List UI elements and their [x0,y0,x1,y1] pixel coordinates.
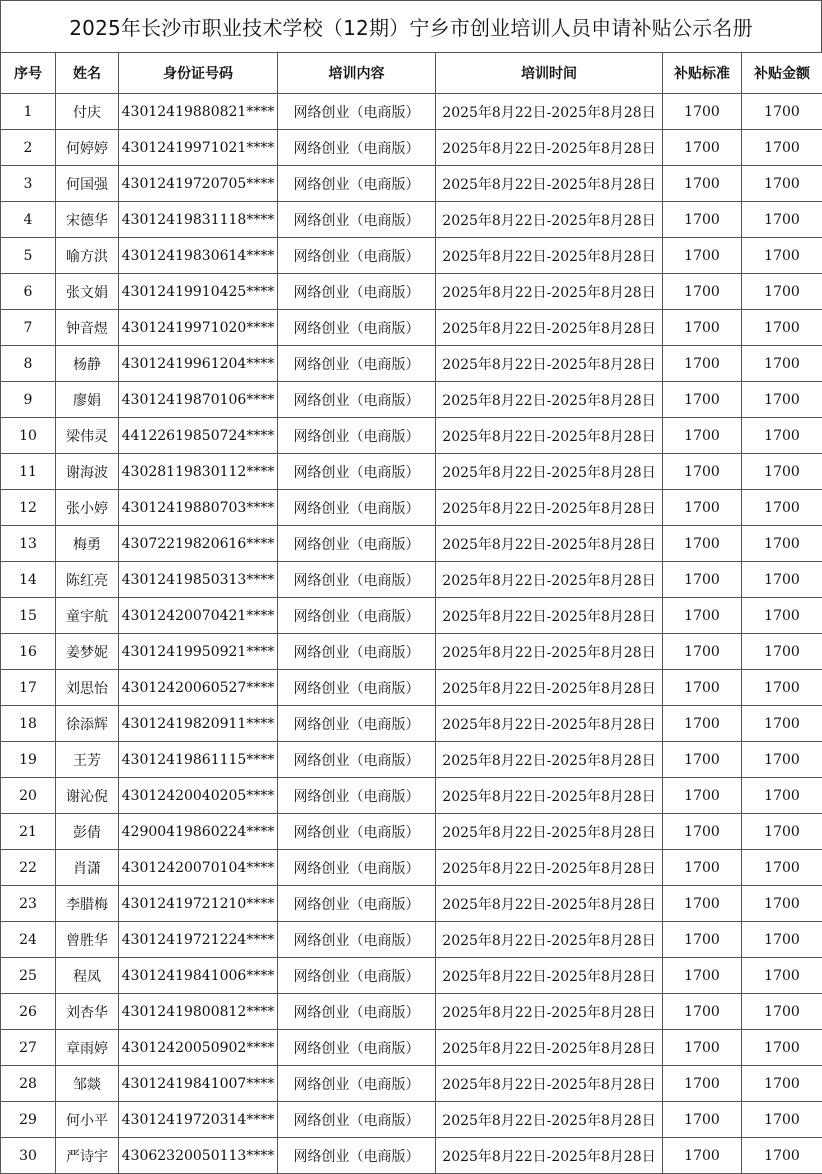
cell-name: 何小平 [56,1102,119,1138]
cell-subsidy-standard: 1700 [663,130,742,166]
cell-subsidy-standard: 1700 [663,454,742,490]
header-subsidy-standard: 补贴标准 [663,53,742,94]
cell-subsidy-standard: 1700 [663,670,742,706]
cell-subsidy-standard: 1700 [663,274,742,310]
cell-serial: 24 [1,922,56,958]
cell-name: 张小婷 [56,490,119,526]
cell-id-number: 43012419720314**** [119,1102,278,1138]
cell-training-time: 2025年8月22日-2025年8月28日 [436,310,663,346]
cell-training-time: 2025年8月22日-2025年8月28日 [436,778,663,814]
cell-subsidy-amount: 1700 [742,274,822,310]
cell-training-time: 2025年8月22日-2025年8月28日 [436,202,663,238]
cell-subsidy-standard: 1700 [663,1030,742,1066]
cell-training-content: 网络创业（电商版） [278,994,436,1030]
table-row [1,202,822,238]
cell-subsidy-standard: 1700 [663,958,742,994]
cell-training-content: 网络创业（电商版） [278,274,436,310]
cell-name: 宋德华 [56,202,119,238]
cell-serial: 20 [1,778,56,814]
table-row [1,778,822,814]
cell-training-time: 2025年8月22日-2025年8月28日 [436,1030,663,1066]
cell-id-number: 43028119830112**** [119,454,278,490]
table-row [1,166,822,202]
cell-training-time: 2025年8月22日-2025年8月28日 [436,958,663,994]
cell-serial: 26 [1,994,56,1030]
cell-training-content: 网络创业（电商版） [278,562,436,598]
cell-subsidy-standard: 1700 [663,310,742,346]
table-row [1,310,822,346]
table-row [1,598,822,634]
cell-training-content: 网络创业（电商版） [278,1102,436,1138]
cell-serial: 17 [1,670,56,706]
cell-training-time: 2025年8月22日-2025年8月28日 [436,454,663,490]
cell-subsidy-standard: 1700 [663,418,742,454]
header-training-content: 培训内容 [278,53,436,94]
cell-subsidy-amount: 1700 [742,634,822,670]
table-row [1,1138,822,1174]
cell-id-number: 43012419721210**** [119,886,278,922]
cell-id-number: 43012419721224**** [119,922,278,958]
table-row [1,94,822,130]
cell-id-number: 43012419971021**** [119,130,278,166]
cell-serial: 18 [1,706,56,742]
cell-serial: 25 [1,958,56,994]
cell-id-number: 43012420070421**** [119,598,278,634]
cell-name: 喻方洪 [56,238,119,274]
table-row [1,238,822,274]
cell-training-content: 网络创业（电商版） [278,742,436,778]
table-row [1,346,822,382]
cell-subsidy-standard: 1700 [663,922,742,958]
cell-id-number: 43012419870106**** [119,382,278,418]
cell-subsidy-amount: 1700 [742,526,822,562]
cell-training-content: 网络创业（电商版） [278,886,436,922]
cell-subsidy-amount: 1700 [742,1030,822,1066]
cell-training-time: 2025年8月22日-2025年8月28日 [436,274,663,310]
cell-subsidy-standard: 1700 [663,634,742,670]
cell-subsidy-standard: 1700 [663,346,742,382]
cell-training-time: 2025年8月22日-2025年8月28日 [436,166,663,202]
cell-subsidy-amount: 1700 [742,814,822,850]
cell-subsidy-amount: 1700 [742,922,822,958]
cell-subsidy-standard: 1700 [663,1138,742,1174]
table-row [1,454,822,490]
cell-training-content: 网络创业（电商版） [278,202,436,238]
cell-name: 王芳 [56,742,119,778]
table-header-row [1,53,822,94]
cell-id-number: 43012419720705**** [119,166,278,202]
table-row [1,634,822,670]
cell-serial: 16 [1,634,56,670]
table-row [1,1102,822,1138]
cell-subsidy-amount: 1700 [742,1066,822,1102]
table-row [1,958,822,994]
cell-training-time: 2025年8月22日-2025年8月28日 [436,238,663,274]
cell-subsidy-amount: 1700 [742,166,822,202]
cell-id-number: 43012419950921**** [119,634,278,670]
table-row [1,850,822,886]
cell-training-time: 2025年8月22日-2025年8月28日 [436,130,663,166]
cell-serial: 22 [1,850,56,886]
cell-id-number: 43012420060527**** [119,670,278,706]
cell-subsidy-standard: 1700 [663,814,742,850]
cell-subsidy-standard: 1700 [663,1066,742,1102]
table-row [1,1030,822,1066]
cell-serial: 30 [1,1138,56,1174]
cell-subsidy-amount: 1700 [742,670,822,706]
cell-training-content: 网络创业（电商版） [278,1066,436,1102]
table-row [1,742,822,778]
cell-training-time: 2025年8月22日-2025年8月28日 [436,670,663,706]
cell-subsidy-standard: 1700 [663,238,742,274]
cell-name: 谢沁倪 [56,778,119,814]
cell-training-content: 网络创业（电商版） [278,670,436,706]
table-row [1,418,822,454]
cell-training-time: 2025年8月22日-2025年8月28日 [436,742,663,778]
cell-subsidy-amount: 1700 [742,1138,822,1174]
cell-id-number: 44122619850724**** [119,418,278,454]
cell-name: 肖潇 [56,850,119,886]
cell-training-content: 网络创业（电商版） [278,130,436,166]
cell-subsidy-amount: 1700 [742,382,822,418]
table-row [1,562,822,598]
cell-subsidy-amount: 1700 [742,886,822,922]
cell-training-time: 2025年8月22日-2025年8月28日 [436,814,663,850]
cell-training-time: 2025年8月22日-2025年8月28日 [436,850,663,886]
cell-training-content: 网络创业（电商版） [278,346,436,382]
cell-training-time: 2025年8月22日-2025年8月28日 [436,490,663,526]
cell-serial: 7 [1,310,56,346]
cell-serial: 10 [1,418,56,454]
cell-training-time: 2025年8月22日-2025年8月28日 [436,886,663,922]
cell-serial: 13 [1,526,56,562]
cell-training-content: 网络创业（电商版） [278,850,436,886]
cell-id-number: 43012419861115**** [119,742,278,778]
cell-name: 彭倩 [56,814,119,850]
subsidy-roster-table [0,52,822,1174]
cell-subsidy-amount: 1700 [742,310,822,346]
table-body [1,94,822,1174]
cell-subsidy-standard: 1700 [663,562,742,598]
cell-name: 杨静 [56,346,119,382]
cell-subsidy-amount: 1700 [742,418,822,454]
cell-subsidy-standard: 1700 [663,1102,742,1138]
cell-training-content: 网络创业（电商版） [278,598,436,634]
cell-subsidy-standard: 1700 [663,778,742,814]
cell-serial: 23 [1,886,56,922]
cell-training-content: 网络创业（电商版） [278,1030,436,1066]
cell-subsidy-standard: 1700 [663,526,742,562]
cell-subsidy-standard: 1700 [663,94,742,130]
cell-name: 徐添辉 [56,706,119,742]
cell-name: 张文娟 [56,274,119,310]
cell-training-content: 网络创业（电商版） [278,454,436,490]
cell-training-content: 网络创业（电商版） [278,706,436,742]
cell-id-number: 43012419971020**** [119,310,278,346]
header-subsidy-amount: 补贴金额 [742,53,822,94]
cell-subsidy-standard: 1700 [663,706,742,742]
header-training-time: 培训时间 [436,53,663,94]
cell-serial: 15 [1,598,56,634]
cell-subsidy-amount: 1700 [742,598,822,634]
cell-training-time: 2025年8月22日-2025年8月28日 [436,634,663,670]
table-row [1,886,822,922]
cell-name: 李腊梅 [56,886,119,922]
table-row [1,382,822,418]
cell-id-number: 42900419860224**** [119,814,278,850]
header-id-number: 身份证号码 [119,53,278,94]
cell-subsidy-amount: 1700 [742,706,822,742]
cell-name: 姜梦妮 [56,634,119,670]
cell-training-content: 网络创业（电商版） [278,166,436,202]
cell-training-time: 2025年8月22日-2025年8月28日 [436,1066,663,1102]
cell-serial: 2 [1,130,56,166]
cell-subsidy-standard: 1700 [663,994,742,1030]
cell-id-number: 43012419820911**** [119,706,278,742]
cell-subsidy-standard: 1700 [663,490,742,526]
cell-name: 钟音煜 [56,310,119,346]
cell-name: 程凤 [56,958,119,994]
cell-training-content: 网络创业（电商版） [278,418,436,454]
cell-training-time: 2025年8月22日-2025年8月28日 [436,418,663,454]
document-title: 2025年长沙市职业技术学校（12期）宁乡市创业培训人员申请补贴公示名册 [0,0,822,52]
cell-name: 陈红亮 [56,562,119,598]
cell-subsidy-amount: 1700 [742,994,822,1030]
cell-training-content: 网络创业（电商版） [278,526,436,562]
cell-subsidy-standard: 1700 [663,742,742,778]
header-name: 姓名 [56,53,119,94]
cell-subsidy-standard: 1700 [663,886,742,922]
cell-name: 章雨婷 [56,1030,119,1066]
cell-serial: 19 [1,742,56,778]
cell-subsidy-amount: 1700 [742,778,822,814]
cell-training-content: 网络创业（电商版） [278,922,436,958]
cell-subsidy-amount: 1700 [742,850,822,886]
cell-subsidy-amount: 1700 [742,346,822,382]
cell-serial: 3 [1,166,56,202]
cell-subsidy-standard: 1700 [663,382,742,418]
cell-training-content: 网络创业（电商版） [278,814,436,850]
cell-training-time: 2025年8月22日-2025年8月28日 [436,382,663,418]
cell-training-time: 2025年8月22日-2025年8月28日 [436,994,663,1030]
cell-id-number: 43012419841007**** [119,1066,278,1102]
table-row [1,670,822,706]
cell-training-content: 网络创业（电商版） [278,382,436,418]
cell-training-time: 2025年8月22日-2025年8月28日 [436,346,663,382]
cell-training-time: 2025年8月22日-2025年8月28日 [436,1138,663,1174]
cell-training-time: 2025年8月22日-2025年8月28日 [436,922,663,958]
cell-serial: 29 [1,1102,56,1138]
cell-subsidy-amount: 1700 [742,562,822,598]
cell-name: 刘思怡 [56,670,119,706]
cell-subsidy-amount: 1700 [742,94,822,130]
cell-training-content: 网络创业（电商版） [278,958,436,994]
table-row [1,274,822,310]
cell-subsidy-amount: 1700 [742,238,822,274]
table-row [1,922,822,958]
cell-training-content: 网络创业（电商版） [278,238,436,274]
cell-name: 刘杏华 [56,994,119,1030]
cell-name: 曾胜华 [56,922,119,958]
cell-id-number: 43072219820616**** [119,526,278,562]
cell-subsidy-amount: 1700 [742,130,822,166]
cell-training-content: 网络创业（电商版） [278,490,436,526]
cell-training-time: 2025年8月22日-2025年8月28日 [436,526,663,562]
cell-serial: 1 [1,94,56,130]
cell-id-number: 43012420050902**** [119,1030,278,1066]
cell-serial: 27 [1,1030,56,1066]
cell-training-content: 网络创业（电商版） [278,1138,436,1174]
cell-training-time: 2025年8月22日-2025年8月28日 [436,598,663,634]
cell-name: 何婷婷 [56,130,119,166]
table-row [1,814,822,850]
cell-name: 梁伟灵 [56,418,119,454]
cell-serial: 12 [1,490,56,526]
cell-subsidy-standard: 1700 [663,202,742,238]
table-row [1,1066,822,1102]
table-row [1,490,822,526]
cell-name: 邹燚 [56,1066,119,1102]
cell-subsidy-amount: 1700 [742,742,822,778]
cell-subsidy-amount: 1700 [742,1102,822,1138]
cell-id-number: 43012420070104**** [119,850,278,886]
cell-serial: 14 [1,562,56,598]
cell-serial: 6 [1,274,56,310]
cell-training-time: 2025年8月22日-2025年8月28日 [436,706,663,742]
cell-name: 严诗宇 [56,1138,119,1174]
cell-subsidy-amount: 1700 [742,958,822,994]
cell-id-number: 43012419850313**** [119,562,278,598]
cell-name: 付庆 [56,94,119,130]
cell-serial: 9 [1,382,56,418]
cell-serial: 21 [1,814,56,850]
cell-training-content: 网络创业（电商版） [278,778,436,814]
table-row [1,994,822,1030]
cell-id-number: 43012419910425**** [119,274,278,310]
cell-subsidy-amount: 1700 [742,490,822,526]
cell-name: 梅勇 [56,526,119,562]
cell-training-time: 2025年8月22日-2025年8月28日 [436,94,663,130]
cell-name: 廖娟 [56,382,119,418]
cell-training-time: 2025年8月22日-2025年8月28日 [436,1102,663,1138]
cell-id-number: 43012419830614**** [119,238,278,274]
cell-id-number: 43012419831118**** [119,202,278,238]
cell-id-number: 43012419841006**** [119,958,278,994]
cell-name: 童宇航 [56,598,119,634]
cell-training-content: 网络创业（电商版） [278,310,436,346]
table-row [1,130,822,166]
cell-subsidy-standard: 1700 [663,598,742,634]
cell-subsidy-amount: 1700 [742,454,822,490]
cell-name: 何国强 [56,166,119,202]
table-row [1,526,822,562]
cell-training-content: 网络创业（电商版） [278,634,436,670]
cell-id-number: 43012419961204**** [119,346,278,382]
cell-training-content: 网络创业（电商版） [278,94,436,130]
cell-id-number: 43012419880703**** [119,490,278,526]
cell-serial: 5 [1,238,56,274]
cell-id-number: 43012420040205**** [119,778,278,814]
cell-training-time: 2025年8月22日-2025年8月28日 [436,562,663,598]
cell-name: 谢海波 [56,454,119,490]
cell-serial: 4 [1,202,56,238]
header-serial: 序号 [1,53,56,94]
table-row [1,706,822,742]
cell-id-number: 43012419800812**** [119,994,278,1030]
cell-id-number: 43062320050113**** [119,1138,278,1174]
cell-serial: 11 [1,454,56,490]
cell-subsidy-standard: 1700 [663,166,742,202]
cell-subsidy-amount: 1700 [742,202,822,238]
cell-subsidy-standard: 1700 [663,850,742,886]
cell-id-number: 43012419880821**** [119,94,278,130]
cell-serial: 8 [1,346,56,382]
cell-serial: 28 [1,1066,56,1102]
